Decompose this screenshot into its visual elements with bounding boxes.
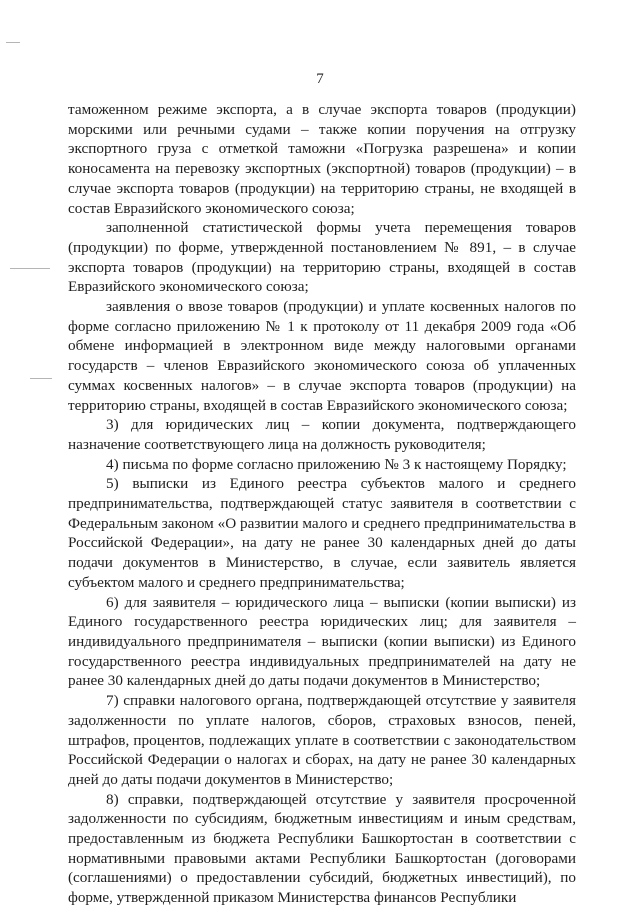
paragraph-item-8: 8) справки, подтверждающей отсутствие у заявителя просроченной задолженности по субсидиям, бюджетным инвестициям и иным средствам, предоставленным из бюджета Республики Башкортостан в соответствии с нормативными правовыми актами Республики Башкортостан (договорами (соглашениями) о предоставлении субсидий, бюджетных инвестиций), по форме, утвержденной приказом Министерства финансов Республики xyxy=(68,790,576,907)
paragraph-item-5: 5) выписки из Единого реестра субъектов малого и среднего предпринимательства, подтверждающей статус заявителя в соответствии с Федеральным законом «О развитии малого и среднего предпринимательства в Российской Федерации», на дату не ранее 30 календарных дней до даты подачи документов в Министерство, в случае, если заявитель является субъектом малого и среднего предпринимательства; xyxy=(68,475,576,591)
page-number: 7 xyxy=(316,71,324,87)
paragraph-statistical-form: заполненной статистической формы учета перемещения товаров (продукции) по форме, утвержденной постановлением № 891, – в случае экспорта товаров (продукции) на территорию страны, входящей в состав Евразийского экономического союза; xyxy=(68,219,576,296)
scan-artifact xyxy=(6,42,20,43)
document-body xyxy=(68,100,576,908)
scan-artifact xyxy=(10,268,50,269)
scan-artifact xyxy=(30,378,52,379)
paragraph-item-4: 4) письма по форме согласно приложению № 3 к настоящему Порядку; xyxy=(106,455,567,473)
paragraph-item-6: 6) для заявителя – юридического лица – выписки (копии выписки) из Единого государственного реестра юридических лиц; для заявителя – индивидуального предпринимателя – выписки (копии выписки) из Единого государственного реестра индивидуальных предпринимателей на дату не ранее 30 календарных дней до даты подачи документов в Министерство; xyxy=(68,593,576,690)
paragraph-item-7: 7) справки налогового органа, подтверждающей отсутствие у заявителя задолженности по уплате налогов, сборов, страховых взносов, пеней, штрафов, процентов, подлежащих уплате в соответствии с законодательством Российской Федерации о налогах и сборах, на дату не ранее 30 календарных дней до даты подачи документов в Министерство; xyxy=(68,692,576,788)
paragraph-item-3: 3) для юридических лиц – копии документа, подтверждающего назначение соответствующего лица на должность руководителя; xyxy=(68,416,576,453)
paragraph-export-regime: таможенном режиме экспорта, а в случае экспорта товаров (продукции) морскими или речными судами – также копии поручения на отгрузку экспортного груза с отметкой таможни «Погрузка разрешена» и копии коносамента на перевозку экспортных (экспортной) товаров (продукции) – в случае экспорта товаров (продукции) на территорию страны, не входящей в состав Евразийского экономического союза; xyxy=(68,101,576,217)
paragraph-import-declaration: заявления о ввозе товаров (продукции) и уплате косвенных налогов по форме согласно приложению № 1 к протоколу от 11 декабря 2009 года «Об обмене информацией в электронном виде между налоговыми органами государств – членов Евразийского экономического союза об уплаченных суммах косвенных налогов» – в случае экспорта товаров (продукции) на территорию страны, входящей в состав Евразийского экономического союза; xyxy=(68,298,576,414)
